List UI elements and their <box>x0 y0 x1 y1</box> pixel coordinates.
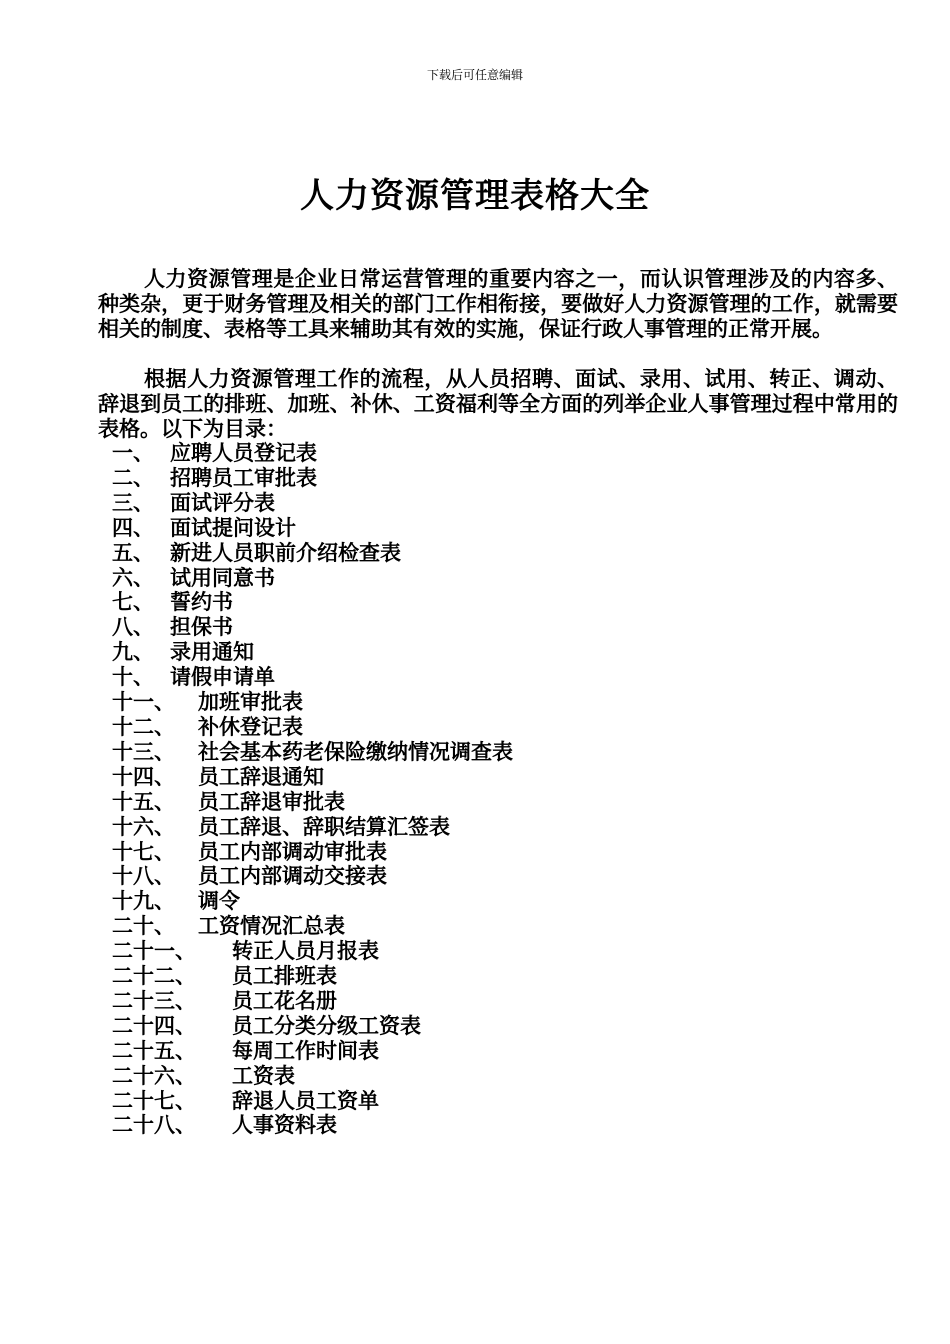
toc-number: 二十五、 <box>112 1037 196 1063</box>
toc-label: 员工辞退通知 <box>198 763 324 789</box>
toc-item <box>112 790 892 815</box>
toc-label: 辞退人员工资单 <box>232 1087 379 1113</box>
toc-label: 社会基本药老保险缴纳情况调查表 <box>198 738 513 764</box>
toc-number: 二十四、 <box>112 1012 196 1038</box>
toc-number: 十二、 <box>112 713 175 739</box>
toc-number: 十九、 <box>112 888 175 914</box>
toc-label: 员工花名册 <box>232 987 337 1013</box>
toc-label: 加班审批表 <box>198 689 303 715</box>
toc-item <box>112 740 892 765</box>
toc-number: 十、 <box>112 664 154 690</box>
toc-number: 十三、 <box>112 738 175 764</box>
toc-number: 二十、 <box>112 913 175 939</box>
toc-number: 十六、 <box>112 813 175 839</box>
toc-number: 三、 <box>112 489 154 515</box>
toc-number: 七、 <box>112 589 154 615</box>
toc-number: 五、 <box>112 539 154 565</box>
toc-item <box>112 590 892 615</box>
toc-label: 员工内部调动交接表 <box>198 863 387 889</box>
toc-number: 十八、 <box>112 863 175 889</box>
toc-label: 员工辞退、辞职结算汇签表 <box>198 813 450 839</box>
toc-number: 四、 <box>112 514 154 540</box>
toc-label: 工资表 <box>232 1062 295 1088</box>
toc-item <box>112 864 892 889</box>
toc-number: 六、 <box>112 564 154 590</box>
toc-label: 试用同意书 <box>170 564 275 590</box>
toc-label: 应聘人员登记表 <box>170 440 317 465</box>
table-of-contents <box>112 441 892 1138</box>
toc-number: 二十六、 <box>112 1062 196 1088</box>
toc-label: 担保书 <box>170 614 233 640</box>
toc-item <box>112 914 892 939</box>
toc-label: 员工排班表 <box>232 963 337 989</box>
toc-label: 面试评分表 <box>170 489 275 515</box>
toc-item <box>112 566 892 591</box>
toc-label: 招聘员工审批表 <box>170 464 317 490</box>
process-paragraph: 根据人力资源管理工作的流程，从人员招聘、面试、录用、试用、转正、调动、辞退到员工的排班、加班、补休、工资福利等全方面的列举企业人事管理过程中常用的表格。以下为目录： <box>98 366 898 441</box>
toc-item <box>112 1089 892 1114</box>
toc-number: 二十七、 <box>112 1087 196 1113</box>
toc-item <box>112 964 892 989</box>
toc-item <box>112 640 892 665</box>
toc-item <box>112 665 892 690</box>
toc-item <box>112 615 892 640</box>
toc-number: 十一、 <box>112 689 175 715</box>
toc-number: 一、 <box>112 440 154 465</box>
toc-item <box>112 690 892 715</box>
toc-number: 九、 <box>112 639 154 665</box>
toc-item <box>112 1113 892 1138</box>
toc-number: 二十三、 <box>112 987 196 1013</box>
toc-label: 转正人员月报表 <box>232 938 379 964</box>
toc-item <box>112 889 892 914</box>
toc-item <box>112 989 892 1014</box>
toc-item <box>112 765 892 790</box>
toc-number: 十七、 <box>112 838 175 864</box>
toc-number: 十四、 <box>112 763 175 789</box>
toc-item <box>112 441 892 466</box>
document-title: 人力资源管理表格大全 <box>300 176 650 216</box>
toc-label: 员工分类分级工资表 <box>232 1012 421 1038</box>
header-note: 下载后可任意编辑 <box>426 68 523 82</box>
toc-number: 八、 <box>112 614 154 640</box>
toc-label: 员工内部调动审批表 <box>198 838 387 864</box>
toc-item <box>112 939 892 964</box>
toc-number: 二十一、 <box>112 938 196 964</box>
toc-label: 请假申请单 <box>170 664 275 690</box>
toc-item <box>112 516 892 541</box>
toc-item <box>112 840 892 865</box>
toc-item <box>112 491 892 516</box>
toc-label: 工资情况汇总表 <box>198 913 345 939</box>
toc-number: 二十二、 <box>112 963 196 989</box>
toc-item <box>112 815 892 840</box>
toc-number: 二十八、 <box>112 1112 196 1138</box>
toc-label: 人事资料表 <box>232 1112 337 1138</box>
toc-number: 十五、 <box>112 788 175 814</box>
toc-label: 新进人员职前介绍检查表 <box>170 539 401 565</box>
toc-label: 录用通知 <box>170 639 254 665</box>
toc-item <box>112 541 892 566</box>
intro-paragraph: 人力资源管理是企业日常运营管理的重要内容之一，而认识管理涉及的内容多、种类杂，更于财务管理及相关的部门工作相衔接，要做好人力资源管理的工作，就需要相关的制度、表格等工具来辅助其有效的实施，保证行政人事管理的正常开展。 <box>98 266 898 341</box>
toc-item <box>112 1039 892 1064</box>
toc-item <box>112 1064 892 1089</box>
toc-label: 誓约书 <box>170 589 233 615</box>
toc-number: 二、 <box>112 464 154 490</box>
toc-item <box>112 715 892 740</box>
toc-label: 每周工作时间表 <box>232 1037 379 1063</box>
toc-label: 员工辞退审批表 <box>198 788 345 814</box>
toc-item <box>112 1014 892 1039</box>
toc-item <box>112 466 892 491</box>
toc-label: 调令 <box>198 888 240 914</box>
toc-label: 面试提问设计 <box>170 514 296 540</box>
toc-label: 补休登记表 <box>198 713 303 739</box>
